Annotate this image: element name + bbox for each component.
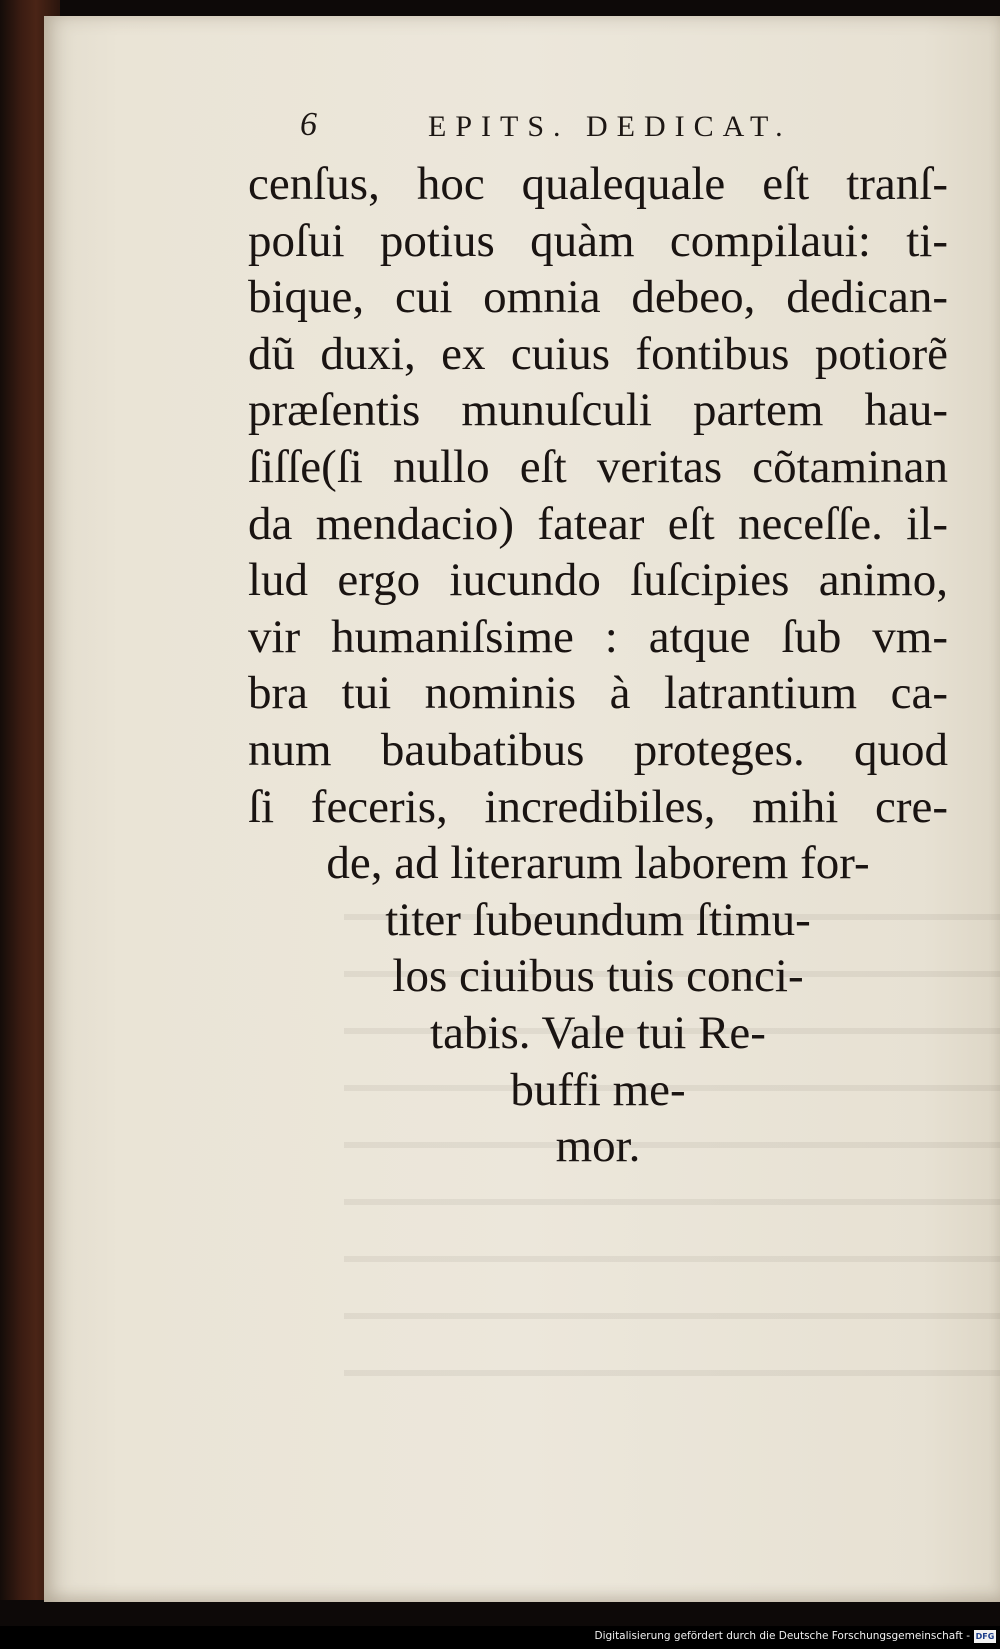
- text-line: los ciuibus tuis conci-: [392, 950, 804, 1003]
- text-line: cenſus, hoc qualequale eſt tranſ-: [248, 158, 948, 210]
- text-line: num baubatibus proteges. quod: [248, 723, 948, 776]
- page-number: 6: [300, 106, 317, 143]
- text-line: ſiſſe(ſi nullo eſt veritas cõtaminan: [248, 440, 948, 493]
- funding-credit: Digitalisierung gefördert durch die Deutsche Forschungsgemeinschaft -: [594, 1630, 970, 1642]
- text-line: dũ duxi, ex cuius fontibus potiorẽ: [248, 327, 948, 380]
- text-line: buffi me-: [510, 1063, 686, 1116]
- dfg-logo: DFG: [975, 1632, 995, 1641]
- body-text: [248, 156, 948, 1175]
- text-line: præſentis munuſculi partem hau-: [248, 384, 948, 437]
- text-line: bra tui nominis à latrantium ca-: [248, 667, 948, 720]
- text-line: de, ad literarum laborem for-: [326, 837, 870, 890]
- footer-bar: [0, 1626, 1000, 1649]
- text-line: lud ergo iucundo ſuſcipies animo,: [248, 554, 948, 607]
- text-line: tabis. Vale tui Re-: [430, 1006, 766, 1059]
- running-title: EPITS. DEDICAT.: [428, 110, 792, 143]
- text-line: mor.: [555, 1120, 641, 1173]
- text-line: da mendacio) fatear eſt neceſſe. il-: [248, 497, 948, 550]
- text-line: vir humaniſsime : atque ſub vm-: [248, 610, 948, 663]
- text-line: titer ſubeundum ſtimu-: [385, 893, 811, 946]
- text-line: ſi feceris, incredibiles, mihi cre-: [248, 780, 948, 833]
- text-line: bique, cui omnia debeo, dedican-: [248, 271, 948, 324]
- text-line: poſui potius quàm compilaui: ti-: [248, 214, 948, 267]
